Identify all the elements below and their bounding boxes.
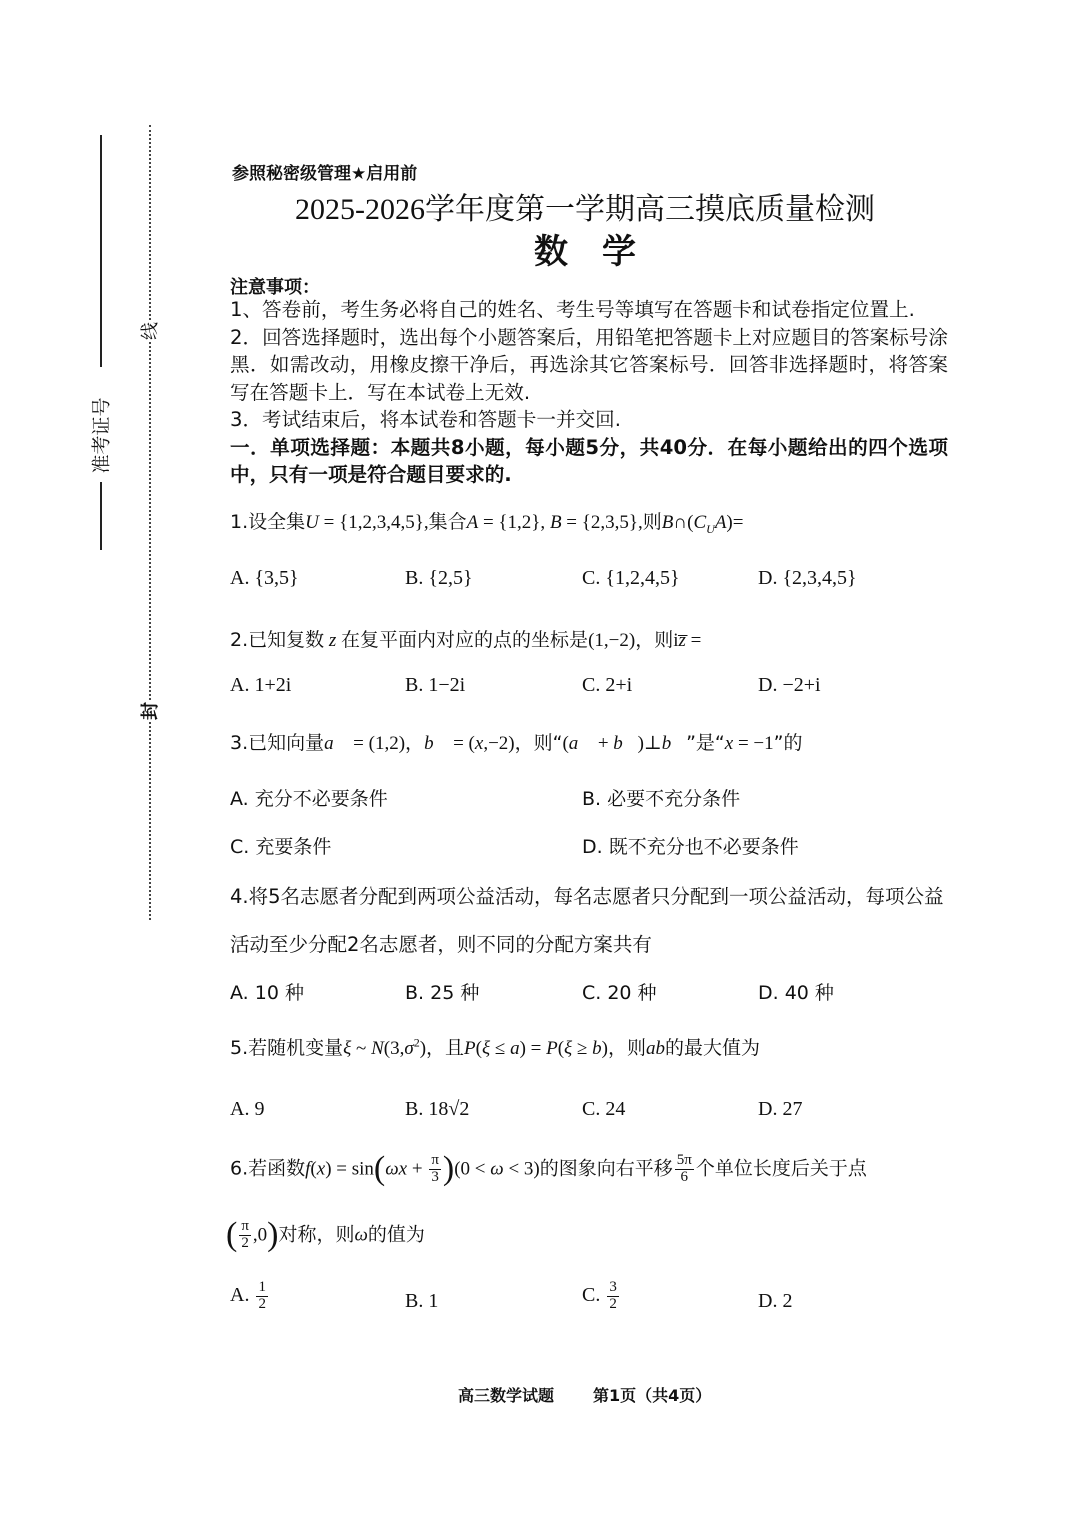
exam-id-label: 准考证号 — [90, 397, 113, 474]
stem-text: 的最大值为 — [664, 1037, 760, 1059]
math-text: ( — [562, 733, 569, 754]
fraction-numerator: 3 — [609, 1279, 617, 1295]
stem-text: ，则 — [607, 1037, 646, 1059]
stem-text: 对称，则 — [278, 1223, 355, 1246]
note-item: 3．考试结束后，将本试卷和答题卡一并交回. — [230, 408, 621, 431]
question-1-stem — [230, 507, 743, 537]
fraction-denominator: 3 — [431, 1168, 439, 1185]
q6-option-a[interactable] — [230, 1280, 270, 1313]
math-text: ) — [601, 1038, 608, 1059]
fraction-denominator: 6 — [680, 1168, 689, 1185]
math-variable: A — [714, 512, 727, 533]
fraction-numerator: π — [431, 1151, 439, 1168]
large-parenthesis: ( — [373, 1150, 386, 1187]
math-superscript: 2 — [413, 1035, 420, 1050]
note-item: 2．回答选择题时，选出每个小题答案后，用铅笔把答题卡上对应题目的答案标号涂黑．如需改动，用橡皮擦干净后，再选涂其它答案标号．回答非选择题时，将答案写在答题卡上．写在本试卷上无效. — [230, 325, 948, 404]
math-variable: P — [464, 1038, 476, 1059]
math-variable: B — [549, 512, 562, 533]
math-variable: ω — [490, 1158, 504, 1180]
math-variable: a⃗ — [324, 733, 349, 754]
subject-title: 数 学 — [534, 232, 636, 272]
q1-option-a[interactable]: A. {3,5} — [230, 567, 299, 589]
stem-text: 的值为 — [367, 1223, 425, 1246]
math-variable: ξ — [481, 1038, 491, 1059]
q6-option-b[interactable] — [405, 1290, 438, 1313]
math-variable: a⃗ — [568, 733, 594, 754]
seal-mark: 封 — [136, 702, 162, 720]
q3-option-c[interactable]: C. 充要条件 — [230, 836, 332, 858]
question-2-stem — [230, 625, 701, 652]
fraction — [239, 1219, 251, 1252]
math-variable: b⃗ — [613, 733, 638, 754]
math-text: ∩( — [673, 512, 694, 533]
math-text: ) = sin — [325, 1158, 374, 1180]
math-variable: b — [592, 1038, 602, 1059]
q2-option-b[interactable]: B. 1−2i — [405, 674, 466, 696]
math-variable: U — [305, 512, 319, 533]
math-variable: x — [724, 733, 734, 754]
large-parenthesis: ) — [442, 1150, 455, 1187]
footer-page-number: 第1页（共4页） — [593, 1386, 712, 1405]
math-variable: x — [474, 733, 484, 754]
question-6-stem-line-2 — [226, 1218, 425, 1252]
option-value: 1 — [428, 1290, 439, 1312]
math-variable: a — [510, 1038, 520, 1059]
math-text: (0 < — [454, 1158, 491, 1180]
q5-option-b[interactable]: B. 18√2 — [405, 1098, 470, 1120]
math-text: < 3) — [503, 1158, 540, 1180]
option-label: C. — [582, 1283, 606, 1306]
exam-title: 2025-2026学年度第一学期高三摸底质量检测 — [295, 193, 875, 226]
math-variable: z̅ — [678, 630, 686, 651]
math-variable: N — [371, 1038, 384, 1059]
math-text: = {1,2,3,4,5}, — [318, 512, 429, 533]
question-5-stem — [230, 1033, 760, 1060]
math-variable: ab — [645, 1038, 665, 1059]
option-label: D. — [758, 1290, 783, 1312]
math-text: + — [407, 1158, 428, 1180]
math-text: = −1 — [733, 733, 774, 754]
math-text: ,0 — [252, 1224, 268, 1246]
math-text: ,−2) — [483, 733, 515, 754]
math-text: ~ — [351, 1038, 372, 1059]
fraction-numerator: 1 — [258, 1279, 266, 1295]
math-variable: A — [466, 512, 479, 533]
math-variable: B — [661, 512, 674, 533]
fraction-numerator: 5π — [676, 1151, 692, 1168]
math-text: )= — [726, 512, 744, 533]
math-variable: P — [546, 1038, 558, 1059]
stem-text: 在复平面内对应的点的坐标是 — [341, 629, 589, 651]
math-text: )⊥ — [637, 733, 662, 754]
math-text: (3, — [383, 1038, 405, 1059]
section-title: 一．单项选择题：本题共8小题，每小题5分，共40分．在每小题给出的四个选项中，只有一项是符合题目要求的. — [230, 435, 948, 486]
q6-option-d[interactable] — [758, 1290, 792, 1313]
stem-text: 则 — [642, 511, 662, 533]
fraction-denominator: 2 — [258, 1295, 266, 1312]
stem-text: 2.已知复数 — [230, 629, 325, 651]
q5-option-a[interactable]: A. 9 — [230, 1098, 265, 1120]
math-variable: C — [693, 512, 707, 533]
question-4-stem-line-2: 活动至少分配2名志愿者，则不同的分配方案共有 — [230, 933, 652, 956]
fraction — [429, 1153, 441, 1186]
q2-option-c[interactable]: C. 2+i — [582, 674, 633, 696]
math-variable: b⃗ — [661, 733, 687, 754]
math-text: ( — [475, 1038, 482, 1059]
math-variable: b⃗ — [424, 733, 449, 754]
math-text: ≥ — [572, 1038, 593, 1059]
q1-option-d[interactable]: D. {2,3,4,5} — [758, 567, 857, 589]
stem-text: 3.已知向量 — [230, 732, 325, 754]
math-variable: x — [316, 1158, 326, 1180]
exam-id-underline-bottom — [100, 482, 102, 550]
line-mark: 线 — [136, 322, 162, 340]
stem-text: ，且 — [426, 1037, 465, 1059]
q4-option-d[interactable]: D. 40 种 — [758, 982, 834, 1004]
stem-text: 5.若随机变量 — [230, 1037, 344, 1059]
question-4-stem-line-1: 4.将5名志愿者分配到两项公益活动，每名志愿者只分配到一项公益活动，每项公益 — [230, 885, 944, 908]
q3-option-a[interactable]: A. 充分不必要条件 — [230, 788, 388, 810]
math-text: = ( — [448, 733, 475, 754]
math-text: i — [673, 630, 679, 651]
math-text: ( — [310, 1158, 317, 1180]
q5-option-c[interactable]: C. 24 — [582, 1098, 626, 1120]
math-text: = — [685, 630, 702, 651]
math-variable: ω — [354, 1224, 368, 1246]
stem-text: ，则 — [635, 629, 674, 651]
math-subscript: U — [706, 521, 715, 536]
math-variable: ωx — [385, 1158, 408, 1180]
math-text: (1,−2) — [588, 630, 636, 651]
option-value: 2 — [782, 1290, 793, 1312]
stem-text: ”是“ — [686, 732, 725, 754]
stem-text: 1.设全集 — [230, 511, 306, 533]
q3-option-b[interactable]: B. 必要不充分条件 — [582, 788, 741, 810]
math-text: ≤ — [490, 1038, 511, 1059]
q4-option-b[interactable]: B. 25 种 — [405, 982, 480, 1004]
math-text: ( — [557, 1038, 565, 1059]
secret-notice: 参照秘密级管理★启用前 — [232, 164, 418, 184]
fraction — [607, 1280, 619, 1313]
math-variable: σ — [404, 1038, 414, 1059]
fraction-denominator: 2 — [609, 1295, 617, 1312]
q2-option-d[interactable]: D. −2+i — [758, 674, 821, 696]
question-3-stem — [230, 728, 802, 755]
math-variable: z — [324, 630, 342, 651]
math-variable: ξ — [564, 1038, 573, 1059]
notes-heading: 注意事项： — [230, 277, 320, 298]
stem-text: 个单位长度后关于点 — [695, 1157, 867, 1180]
q3-option-d[interactable]: D. 既不充分也不必要条件 — [582, 836, 799, 858]
q1-option-c[interactable]: C. {1,2,4,5} — [582, 567, 680, 589]
math-text: = (1,2) — [348, 733, 406, 754]
math-variable: f — [305, 1158, 311, 1180]
stem-text: 集合 — [428, 511, 467, 533]
large-parenthesis: ) — [267, 1216, 279, 1253]
notes-list — [230, 296, 948, 489]
note-item: 1、答卷前，考生务必将自己的姓名、考生号等填写在答题卡和试卷指定位置上. — [230, 298, 915, 321]
stem-text: ， — [405, 732, 425, 754]
fraction-denominator: 2 — [241, 1234, 249, 1251]
fraction — [256, 1280, 268, 1313]
q4-option-c[interactable]: C. 20 种 — [582, 982, 657, 1004]
option-label: B. — [405, 1290, 429, 1312]
large-parenthesis: ( — [226, 1216, 238, 1253]
math-text: + — [593, 733, 614, 754]
stem-text: ，则“ — [514, 732, 563, 754]
stem-text: 6.若函数 — [230, 1157, 306, 1180]
footer-subject: 高三数学试题 — [458, 1386, 555, 1405]
q5-option-d[interactable]: D. 27 — [758, 1098, 803, 1120]
question-6-stem — [230, 1152, 867, 1186]
math-text: ) = — [519, 1038, 547, 1059]
q2-option-a[interactable]: A. 1+2i — [230, 674, 292, 696]
fraction-numerator: π — [241, 1217, 249, 1234]
fraction — [675, 1153, 694, 1186]
stem-text: 的图象向右平移 — [539, 1157, 673, 1180]
q4-option-a[interactable]: A. 10 种 — [230, 982, 304, 1004]
math-text: ) — [419, 1038, 427, 1059]
math-text: = {2,3,5}, — [561, 512, 643, 533]
q1-option-b[interactable]: B. {2,5} — [405, 567, 473, 589]
q6-option-c[interactable] — [582, 1280, 621, 1313]
math-text: = {1,2}, — [478, 512, 550, 533]
option-label: A. — [230, 1283, 255, 1306]
stem-text: ”的 — [773, 732, 803, 754]
math-variable: ξ — [343, 1038, 352, 1059]
